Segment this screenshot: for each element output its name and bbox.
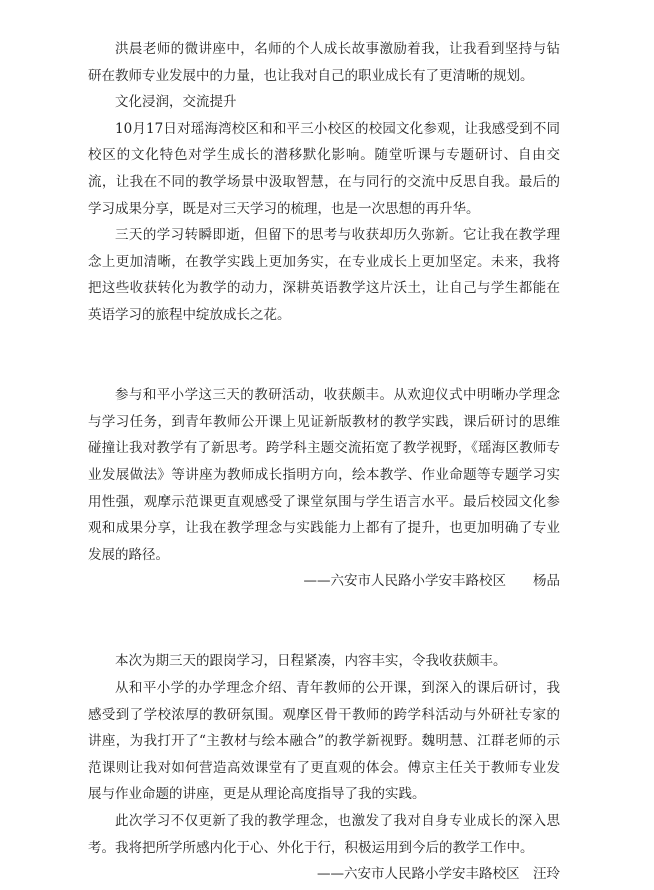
body-paragraph: 10月17日对瑶海湾校区和和平三小校区的校园文化参观，让我感受到不同校区的文化特色对学生成长的潜移默化影响。随堂听课与专题研讨、自由交流，让我在不同的教学场景中汲取智慧，在与同行的交流中反思自我。最后的学习成果分享，既是对三天学习的梳理，也是一次思想的再升华。 xyxy=(88,120,560,217)
body-paragraph: 从和平小学的办学理念介绍、青年教师的公开课，到深入的课后研讨，我感受到了学校浓厚的教研氛围。观摩区骨干教师的跨学科活动与外研社专家的讲座，为我打开了“主教材与绘本融合”的教学新视野。魏明慧、江群老师的示范课则让我对如何营造高效课堂有了更直观的体会。傅京主任关于教师专业发展与作业命题的讲座，更是从理论高度指导了我的实践。 xyxy=(88,680,560,803)
body-paragraph: 此次学习不仅更新了我的教学理念，也激发了我对自身专业成长的深入思考。我将把所学所感内化于心、外化于行，积极运用到今后的教学工作中。 xyxy=(88,813,560,856)
document-body xyxy=(88,36,560,888)
blank-line xyxy=(88,342,560,369)
body-paragraph: 洪晨老师的微讲座中，名师的个人成长故事激励着我，让我看到坚持与钻研在教师专业发展中的力量，也让我对自己的职业成长有了更清晰的规划。 xyxy=(88,41,560,84)
body-paragraph: 三天的学习转瞬即逝，但留下的思考与收获却历久弥新。它让我在教学理念上更加清晰，在教学实践上更加务实，在专业成长上更加坚定。未来，我将把这些收获转化为教学的动力，深耕英语教学这片沃土，让自己与学生都能在英语学习的旅程中绽放成长之花。 xyxy=(88,227,560,323)
attribution-line: ——六安市人民路小学安丰路校区 汪玲 xyxy=(317,866,560,883)
body-paragraph: 参与和平小学这三天的教研活动，收获颇丰。从欢迎仪式中明晰办学理念与学习任务，到青年教师公开课上见证新版教材的教学实践，课后研讨的思维碰撞让我对教学有了新思考。跨学科主题交流拓宽了教学视野，《瑶海区教师专业发展做法》等讲座为教师成长指明方向，绘本教学、作业命题等专题学习实用性强，观摩示范课更直观感受了课堂氛围与学生语言水平。最后校园文化参观和成果分享，让我在教学理念与实践能力上都有了提升，也更加明确了专业发展的路径。 xyxy=(88,387,560,563)
blank-line xyxy=(88,608,560,635)
attribution-line: ——六安市人民路小学安丰路校区 杨品 xyxy=(303,573,560,590)
body-paragraph: 本次为期三天的跟岗学习，日程紧凑，内容丰实，令我收获颇丰。 xyxy=(115,653,507,670)
section-subheading: 文化浸润，交流提升 xyxy=(115,94,237,111)
